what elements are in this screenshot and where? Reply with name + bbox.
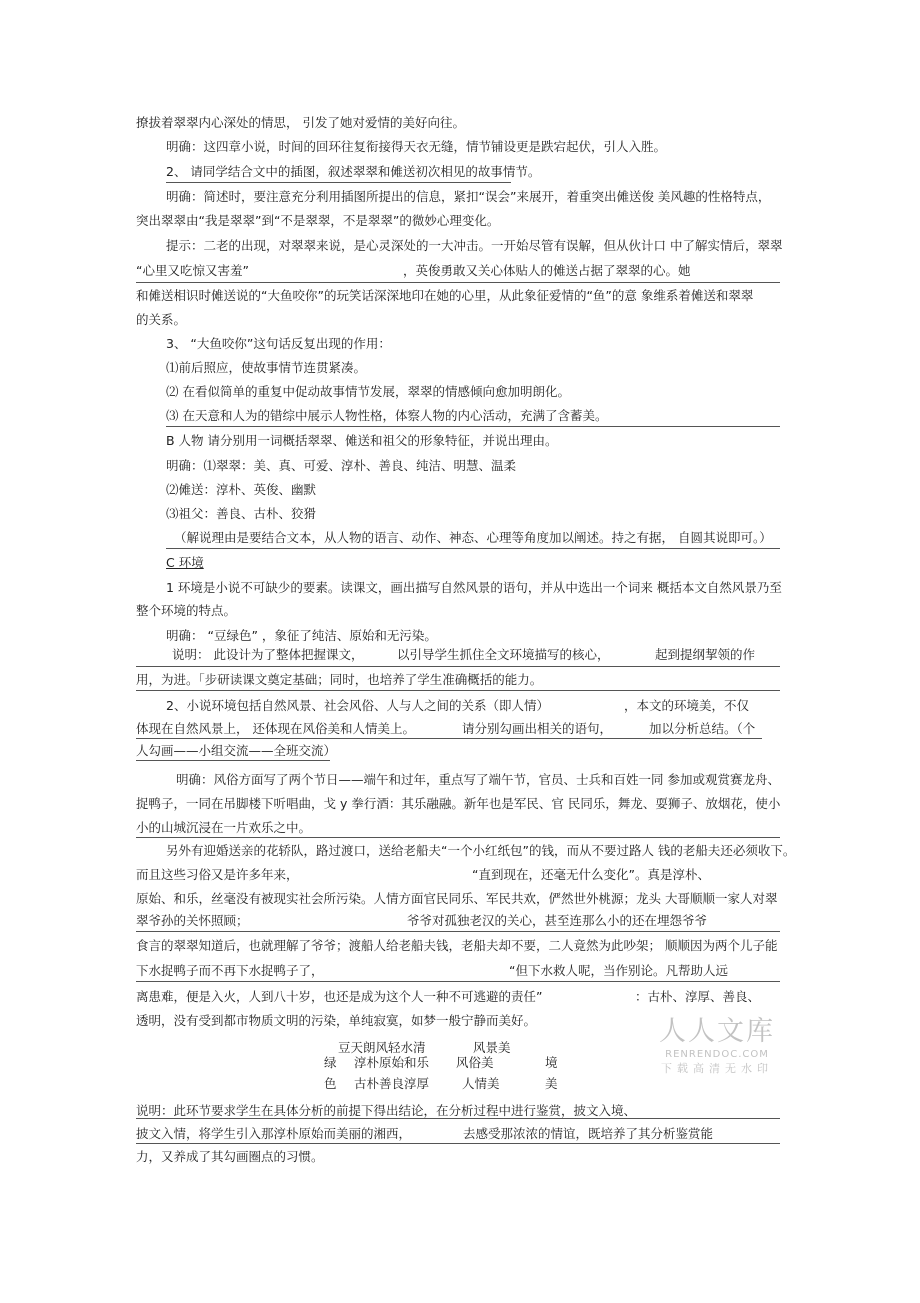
text-line: 撩拔着翠翠内心深处的情思， 引发了她对爱情的美好向往。 xyxy=(136,115,465,130)
text-line: 食言的翠翠知道后，也就理解了爷爷；渡船人给老船夫钱，老船夫却不要，二人竟然为此吵架； 顺顺因为两个儿子能 xyxy=(136,938,778,953)
watermark-logo: 人人文库 xyxy=(659,1016,775,1047)
underline-rule xyxy=(136,1118,780,1119)
text-line: 说明： 此设计为了整体把握课文， xyxy=(172,647,364,662)
text-line: 披文入情，将学生引入那淳朴原始而美丽的湘西， xyxy=(136,1126,412,1141)
text-line: 下水捉鸭子而不再下水捉鸭子了， xyxy=(136,963,324,978)
underline-rule xyxy=(136,666,780,667)
underline-rule xyxy=(166,426,780,427)
text-line: 原始、和乐，丝毫没有被现实社会所污染。人情方面官民同乐、军民共欢，俨然世外桃源；龙头 大哥顺顺一家人对翠 xyxy=(136,891,778,906)
summary-cell: 美 xyxy=(545,1076,558,1091)
text-line: 捉鸭子，一同在吊脚楼下听唱曲，戈 y 拳行酒：其乐融融。新年也是军民、官 民同乐，舞龙、耍狮子、放烟花，使小 xyxy=(136,796,781,811)
underline-rule xyxy=(136,690,780,691)
text-line: （解说理由是要结合文本，从人物的语言、动作、神态、心理等角度加以阐述。持之有据， 自圆其说即可。） xyxy=(174,530,772,545)
text-line: 起到提纲挈领的作 xyxy=(655,647,756,662)
text-line: 透明，没有受到都市物质文明的污染，单纯寂寞，如梦一般宁静而美好。 xyxy=(136,1013,537,1028)
text-line: ：古朴、淳厚、善良、 xyxy=(635,989,761,1004)
text-line: ⑵ 在看似简单的重复中促动故事情节发展，翠翠的情感倾向愈加明朗化。 xyxy=(166,384,570,399)
watermark xyxy=(652,1016,782,1076)
watermark-tagline: 下载高清无水印 xyxy=(661,1062,773,1075)
text-line: 人勾画——小组交流——全班交流） xyxy=(136,743,337,758)
text-line: ，英俊勇敢又关心体贴人的傩送占据了翠翠的心。她 xyxy=(403,263,691,278)
summary-cell: 淳朴原始和乐 xyxy=(354,1055,430,1070)
text-line: ，本文的环境美，不仅 xyxy=(624,698,750,713)
underline-rule xyxy=(136,981,780,982)
text-line: 明确：风俗方面写了两个节日——端午和过年，重点写了端午节，官员、士兵和百姓一同 参加或观赏赛龙舟、 xyxy=(176,772,780,787)
text-line: 爷爷对孤独老汉的关心，甚至连那么小的还在埋怨爷爷 xyxy=(407,913,708,928)
text-line: 明确：这四章小说，时间的回环往复衔接得天衣无缝，情节铺设更是跌宕起伏，引人入胜。 xyxy=(166,139,667,154)
text-line: ⑵傩送：淳朴、英俊、幽默 xyxy=(166,482,317,497)
text-line: 加以分析总结。（个 xyxy=(649,721,756,736)
summary-cell: 风俗美 xyxy=(456,1055,494,1070)
text-line: 明确：⑴翠翠：美、真、可爱、淳朴、善良、纯洁、明慧、温柔 xyxy=(166,458,517,473)
underline-rule xyxy=(136,1143,780,1144)
text-line: ⑶ 在天意和人为的错综中展示人物性格，体察人物的内心活动，充满了含蓄美。 xyxy=(166,408,608,423)
underline-rule xyxy=(166,182,511,183)
text-line: “直到现在，还毫无什么变化”。真是淳朴、 xyxy=(472,867,710,882)
summary-cell: 风景美 xyxy=(473,1040,511,1055)
text-line: 明确：简述时，要注意充分利用插图所提出的信息，紧扣“误会”来展开，着重突出傩送俊 美风趣的性格特点， xyxy=(166,189,771,204)
summary-cell: 人情美 xyxy=(462,1076,500,1091)
section-heading: C 环境 xyxy=(166,555,204,570)
underline-rule xyxy=(166,548,780,549)
text-line: 1 环境是小说不可缺少的要素。读课文，画出描写自然风景的语句，并从中选出一个词来 概括本文自然风景乃至 xyxy=(166,580,782,595)
text-line: 而且这些习俗又是许多年来， xyxy=(136,867,299,882)
text-line: “但下水救人呢，当作别论。凡帮助人远 xyxy=(509,963,728,978)
underline-rule xyxy=(136,760,330,761)
text-line: 请分别勾画出相关的语句， xyxy=(462,721,613,736)
text-line: 提示：二老的出现，对翠翠来说，是心灵深处的一大冲击。一开始尽管有误解，但从伙计口 中了解实情后，翠翠 xyxy=(166,238,783,253)
text-line: ⑴前后照应，使故事情节连贯紧凑。 xyxy=(166,360,367,375)
watermark-url: RENRENDOC.COM xyxy=(665,1049,769,1060)
text-line: 另外有迎婚送亲的花轿队，路过渡口，送给老船夫“一个小红纸包”的钱，而从不要过路人 钱的老船夫还必须收下。 xyxy=(166,843,796,858)
text-line: 以引导学生抓住全文环境描写的核心， xyxy=(397,647,610,662)
text-line: 翠爷孙的关怀照顾； xyxy=(136,913,249,928)
text-line: 2、 请同学结合文中的插图，叙述翠翠和傩送初次相见的故事情节。 xyxy=(166,164,541,179)
underline-rule xyxy=(136,931,780,932)
text-line: 和傩送相识时傩送说的“大鱼咬你”的玩笑话深深地印在她的心里，从此象征爱情的“鱼”的意 象维系着傩送和翠翠 xyxy=(136,288,754,303)
text-line: 体现在自然风景上， 还体现在风俗美和人情美上。 xyxy=(136,721,415,736)
text-line: 整个环境的特点。 xyxy=(136,603,237,618)
summary-cell: 豆天朗风轻水清 xyxy=(338,1040,426,1055)
text-line: 离患难，便是入火，人到八十岁，也还是成为这个人一种不可逃避的责任” xyxy=(136,989,543,1004)
text-line: 3、 “大鱼咬你”这句话反复出现的作用： xyxy=(166,336,391,351)
underline-rule xyxy=(136,282,780,283)
underline-rule xyxy=(136,837,780,838)
summary-cell: 绿 xyxy=(324,1055,337,1070)
text-line: 力，又养成了其勾画圈点的习惯。 xyxy=(136,1149,324,1164)
underline-rule xyxy=(136,738,762,739)
summary-cell: 色 xyxy=(324,1076,337,1091)
text-line: B 人物 请分别用一词概括翠翠、傩送和祖父的形象特征，并说出理由。 xyxy=(166,433,558,448)
text-line: ⑶祖父：善良、古朴、狡猾 xyxy=(166,506,317,521)
text-line: 明确： “豆绿色” ，象征了纯洁、原始和无污染。 xyxy=(166,628,437,643)
text-line: 突出翠翠由“我是翠翠”到“不是翠翠，不是翠翠”的微妙心理变化。 xyxy=(136,213,500,228)
text-line: 2、小说环境包括自然风景、社会风俗、人与人之间的关系（即人情） xyxy=(166,698,549,713)
text-line: 用，为进。「步研读课文奠定基础；同时，也培养了学生准确概括的能力。 xyxy=(136,672,543,687)
text-line: 说明：此环节要求学生在具体分析的前提下得出结论，在分析过程中进行鉴赏，披文入境、 xyxy=(136,1103,637,1118)
text-line: 的关系。 xyxy=(136,312,187,327)
summary-cell: 境 xyxy=(545,1055,558,1070)
text-line: 去感受那浓浓的情谊，既培养了其分析鉴赏能 xyxy=(463,1126,714,1141)
text-line: “心里又吃惊又害羞” xyxy=(136,263,249,278)
summary-cell: 古朴善良淳厚 xyxy=(354,1076,430,1091)
text-line: 小的山城沉浸在一片欢乐之中。 xyxy=(136,820,312,835)
